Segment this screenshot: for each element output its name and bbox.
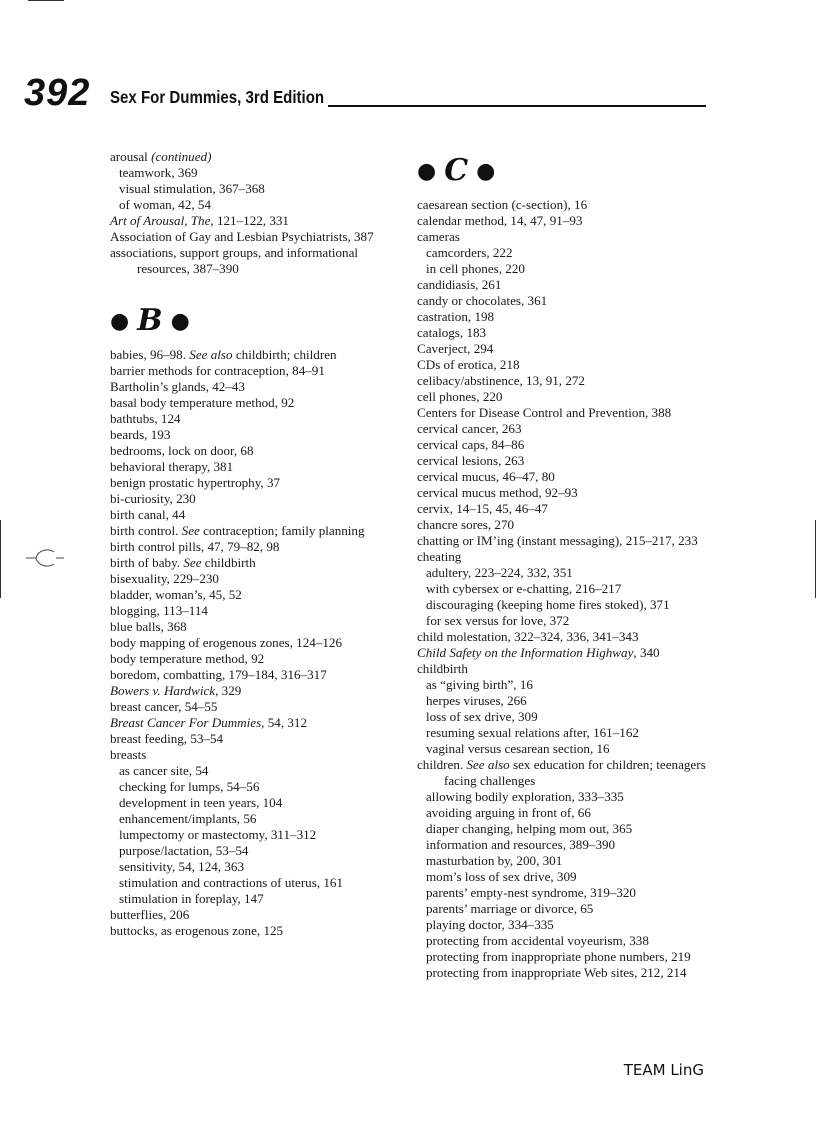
entry-text-segment: , 329 <box>215 683 242 698</box>
index-entry: beards, 193 <box>110 427 171 442</box>
index-subentry: avoiding arguing in front of, 66 <box>426 805 591 820</box>
index-subentry: for sex versus for love, 372 <box>426 613 570 628</box>
index-entry: benign prostatic hypertrophy, 37 <box>110 475 281 490</box>
bullet-icon: ● <box>110 308 130 334</box>
letter-heading-label: C <box>444 153 469 188</box>
footer-tag: TEAM LinG <box>623 1061 704 1079</box>
index-entry: basal body temperature method, 92 <box>110 395 295 410</box>
index-entry: body temperature method, 92 <box>110 651 265 666</box>
index-entry: cervical mucus method, 92–93 <box>417 485 578 500</box>
index-entry: cervical cancer, 263 <box>417 421 522 436</box>
page-number: 392 <box>24 72 91 114</box>
index-entry: castration, 198 <box>417 309 495 324</box>
letter-heading-c <box>417 145 713 197</box>
index-entry: breasts <box>110 747 147 762</box>
index-subentry: adultery, 223–224, 332, 351 <box>426 565 573 580</box>
index-entry: buttocks, as erogenous zone, 125 <box>110 923 284 938</box>
index-entry: cameras <box>417 229 460 244</box>
index-subentry: herpes viruses, 266 <box>426 693 527 708</box>
index-subentry: development in teen years, 104 <box>119 795 283 810</box>
bullet-icon: ● <box>417 158 437 184</box>
index-subentry: stimulation in foreplay, 147 <box>119 891 264 906</box>
index-entry: calendar method, 14, 47, 91–93 <box>417 213 583 228</box>
index-entry: Bartholin’s glands, 42–43 <box>110 379 245 394</box>
index-entry: behavioral therapy, 381 <box>110 459 234 474</box>
index-subentry: lumpectomy or mastectomy, 311–312 <box>119 827 317 842</box>
index-entry: caesarean section (c-section), 16 <box>417 197 588 212</box>
index-subentry: mom’s loss of sex drive, 309 <box>426 869 577 884</box>
index-entry: celibacy/abstinence, 13, 91, 272 <box>417 373 585 388</box>
entry-text-segment: babies, 96–98. <box>110 347 190 362</box>
index-entry: blue balls, 368 <box>110 619 187 634</box>
index-entry: cervix, 14–15, 45, 46–47 <box>417 501 548 516</box>
index-entry <box>110 347 402 363</box>
entry-text-segment: See <box>183 555 202 570</box>
entry-text-segment: (continued) <box>151 149 212 164</box>
entry-text-segment: See also <box>466 757 510 772</box>
entry-text-segment: contraception; family planning <box>199 523 365 538</box>
entry-text-segment: , 121–122, 331 <box>210 213 289 228</box>
index-entry: cervical caps, 84–86 <box>417 437 525 452</box>
index-entry <box>110 715 402 731</box>
index-subentry: loss of sex drive, 309 <box>426 709 538 724</box>
index-entry: bedrooms, lock on door, 68 <box>110 443 254 458</box>
entry-text-segment: , 54, 312 <box>261 715 307 730</box>
crop-mark-left <box>0 520 1 598</box>
entry-text-segment: birth control. <box>110 523 182 538</box>
index-entry: boredom, combatting, 179–184, 316–317 <box>110 667 327 682</box>
index-entry: breast feeding, 53–54 <box>110 731 224 746</box>
index-entry <box>110 683 402 699</box>
index-subentry: visual stimulation, 367–368 <box>119 181 265 196</box>
entry-text-segment: arousal <box>110 149 152 164</box>
entry-text-segment: See also <box>189 347 233 362</box>
index-subentry: masturbation by, 200, 301 <box>426 853 563 868</box>
index-entry <box>110 213 402 229</box>
index-subentry: playing doctor, 334–335 <box>426 917 554 932</box>
index-entry: candidiasis, 261 <box>417 277 502 292</box>
index-entry: cervical mucus, 46–47, 80 <box>417 469 555 484</box>
index-subentry: parents’ empty-nest syndrome, 319–320 <box>426 885 636 900</box>
index-column-right <box>417 145 713 981</box>
index-entry: birth canal, 44 <box>110 507 186 522</box>
entry-text-segment: birth of baby. <box>110 555 184 570</box>
index-entry: bladder, woman’s, 45, 52 <box>110 587 242 602</box>
index-subentry: protecting from inappropriate phone numbers, 219 <box>426 949 691 964</box>
entry-text-segment: children. <box>417 757 467 772</box>
entry-text-segment: childbirth; children <box>232 347 337 362</box>
index-subentry: enhancement/implants, 56 <box>119 811 257 826</box>
index-entry: Centers for Disease Control and Prevention, 388 <box>417 405 672 420</box>
index-subentry: stimulation and contractions of uterus, 161 <box>119 875 344 890</box>
entry-text-segment: Bowers v. Hardwick <box>110 683 216 698</box>
index-subentry: discouraging (keeping home fires stoked), 371 <box>426 597 670 612</box>
entry-text-segment: Child Safety on the Information Highway <box>417 645 634 660</box>
entry-text-segment: Breast Cancer For Dummies <box>110 715 262 730</box>
index-entry: catalogs, 183 <box>417 325 487 340</box>
index-entry: CDs of erotica, 218 <box>417 357 520 372</box>
index-subentry: checking for lumps, 54–56 <box>119 779 260 794</box>
index-subentry: as “giving birth”, 16 <box>426 677 533 692</box>
index-column-left <box>110 149 402 939</box>
index-subentry: information and resources, 389–390 <box>426 837 616 852</box>
index-entry: blogging, 113–114 <box>110 603 208 618</box>
index-entry: cell phones, 220 <box>417 389 503 404</box>
entry-text-segment: , 340 <box>633 645 660 660</box>
index-subentry: vaginal versus cesarean section, 16 <box>426 741 610 756</box>
index-entry: Caverject, 294 <box>417 341 494 356</box>
bullet-icon: ● <box>170 308 190 334</box>
index-entry <box>110 523 402 539</box>
index-entry: chancre sores, 270 <box>417 517 515 532</box>
index-subentry: allowing bodily exploration, 333–335 <box>426 789 624 804</box>
index-entry: bisexuality, 229–230 <box>110 571 219 586</box>
index-subentry: teamwork, 369 <box>119 165 198 180</box>
index-subentry: camcorders, 222 <box>426 245 513 260</box>
index-subentry: with cybersex or e-chatting, 216–217 <box>426 581 622 596</box>
index-entry: body mapping of erogenous zones, 124–126 <box>110 635 343 650</box>
index-subentry: in cell phones, 220 <box>426 261 525 276</box>
index-entry <box>417 645 713 661</box>
letter-heading-b <box>110 295 402 347</box>
header-rule <box>328 105 706 107</box>
letter-heading-label: B <box>137 303 163 338</box>
index-entry: breast cancer, 54–55 <box>110 699 218 714</box>
index-subentry: as cancer site, 54 <box>119 763 209 778</box>
index-entry <box>110 149 402 165</box>
index-entry <box>110 555 402 571</box>
index-subentry: resuming sexual relations after, 161–162 <box>426 725 639 740</box>
index-entry: Association of Gay and Lesbian Psychiatrists, 387 <box>110 229 374 244</box>
index-subentry: parents’ marriage or divorce, 65 <box>426 901 594 916</box>
crop-mark-top <box>28 0 64 1</box>
index-entry: chatting or IM’ing (instant messaging), 215–217, 233 <box>417 533 698 548</box>
index-subentry: of woman, 42, 54 <box>119 197 212 212</box>
entry-text-segment: sex education for children; teenagers facing challenges <box>444 757 706 788</box>
index-entry: associations, support groups, and informational resources, 387–390 <box>110 245 359 276</box>
running-head: Sex For Dummies, 3rd Edition <box>110 87 325 107</box>
index-entry: candy or chocolates, 361 <box>417 293 548 308</box>
index-subentry: diaper changing, helping mom out, 365 <box>426 821 633 836</box>
index-subentry: protecting from accidental voyeurism, 338 <box>426 933 649 948</box>
index-subentry: sensitivity, 54, 124, 363 <box>119 859 244 874</box>
index-subentry: purpose/lactation, 53–54 <box>119 843 249 858</box>
index-entry: bi-curiosity, 230 <box>110 491 196 506</box>
index-entry: cheating <box>417 549 462 564</box>
entry-text-segment: See <box>181 523 200 538</box>
index-entry: child molestation, 322–324, 336, 341–343 <box>417 629 639 644</box>
index-entry: bathtubs, 124 <box>110 411 181 426</box>
registration-mark-icon <box>26 546 66 570</box>
index-entry: cervical lesions, 263 <box>417 453 525 468</box>
index-subentry: protecting from inappropriate Web sites, 212, 214 <box>426 965 687 980</box>
index-entry: birth control pills, 47, 79–82, 98 <box>110 539 280 554</box>
index-entry: childbirth <box>417 661 468 676</box>
bullet-icon: ● <box>476 158 496 184</box>
entry-text-segment: Art of Arousal, The <box>110 213 211 228</box>
entry-text-segment: childbirth <box>201 555 256 570</box>
index-entry: butterflies, 206 <box>110 907 190 922</box>
index-entry: barrier methods for contraception, 84–91 <box>110 363 325 378</box>
index-entry <box>417 757 713 789</box>
